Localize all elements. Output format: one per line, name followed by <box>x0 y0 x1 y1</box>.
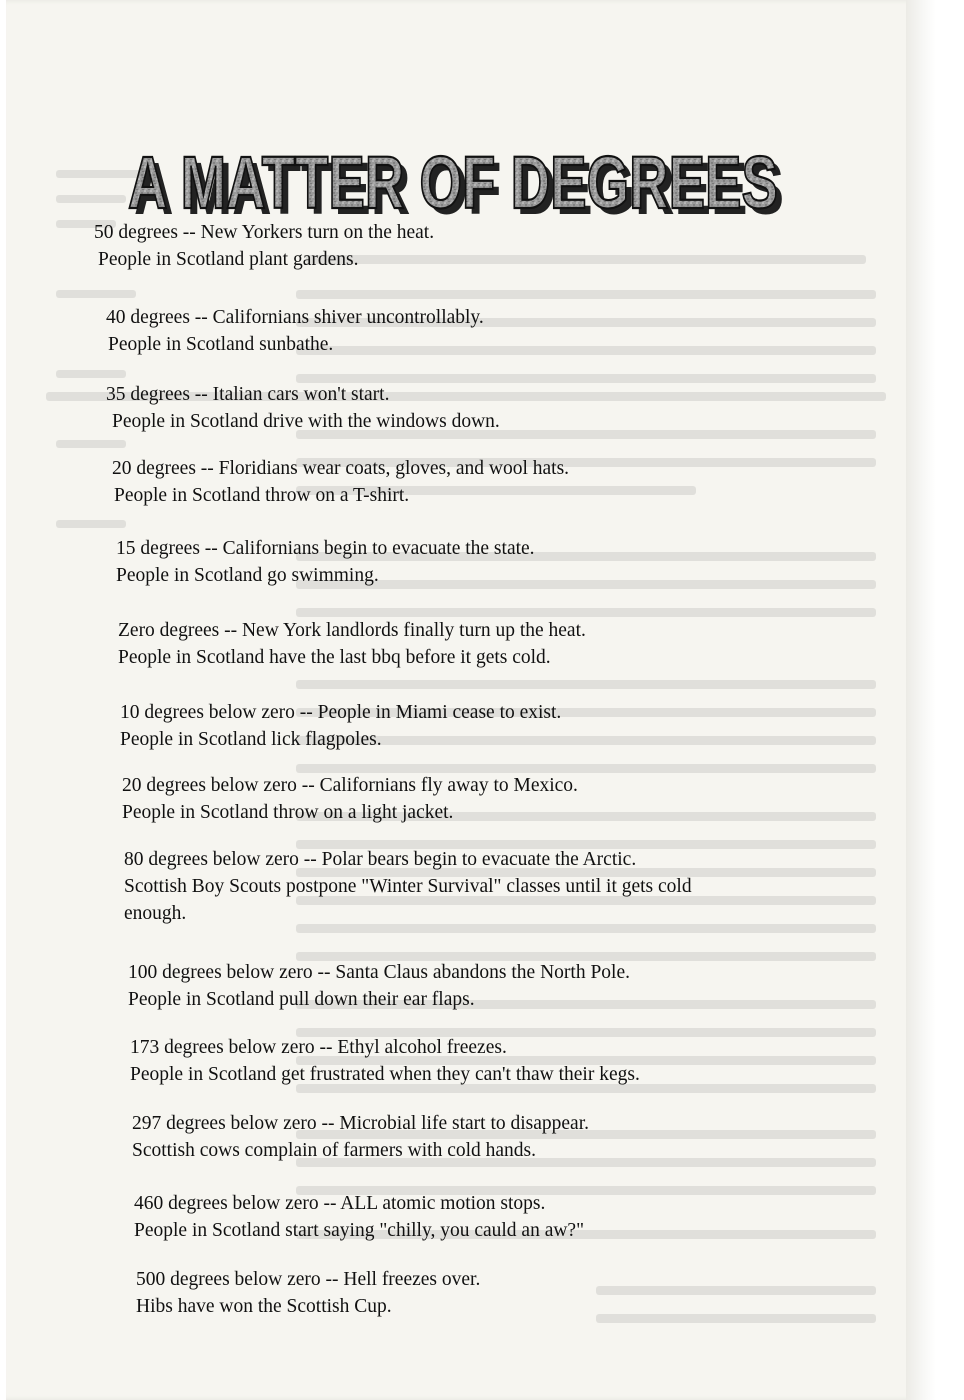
entry-line-2: People in Scotland throw on a light jacket. <box>122 802 454 823</box>
entry-line-1: 50 degrees -- New Yorkers turn on the heat. <box>94 222 435 243</box>
list-item <box>124 846 692 927</box>
entry-line-2: Scottish cows complain of farmers with cold hands. <box>132 1140 537 1161</box>
entry-line-1: 173 degrees below zero -- Ethyl alcohol freezes. <box>130 1037 507 1058</box>
list-item <box>130 1034 640 1088</box>
entry-line-1: 40 degrees -- Californians shiver uncontrollably. <box>106 307 484 328</box>
entry-line-2: People in Scotland pull down their ear flaps. <box>128 989 475 1010</box>
entry-line-3: enough. <box>124 903 187 924</box>
entry-line-1: 297 degrees below zero -- Microbial life start to disappear. <box>132 1113 590 1134</box>
title-svg <box>126 130 826 230</box>
entry-line-2: People in Scotland drive with the windows down. <box>112 411 500 432</box>
entry-line-2: People in Scotland get frustrated when they can't thaw their kegs. <box>130 1064 640 1085</box>
entry-line-2: People in Scotland go swimming. <box>116 565 379 586</box>
list-item <box>128 959 630 1013</box>
entry-line-2: People in Scotland sunbathe. <box>108 334 334 355</box>
list-item <box>94 219 434 273</box>
list-item <box>132 1110 589 1164</box>
list-item <box>116 535 535 589</box>
list-item <box>136 1266 480 1320</box>
entry-line-2: People in Scotland have the last bbq before it gets cold. <box>118 647 551 668</box>
title-shadow: A MATTER OF DEGREES <box>134 147 784 230</box>
list-item <box>120 699 561 753</box>
entry-line-1: 20 degrees below zero -- Californians fly away to Mexico. <box>122 775 578 796</box>
page-title: A MATTER OF DEGREES <box>128 141 778 224</box>
entry-line-1: 100 degrees below zero -- Santa Claus abandons the North Pole. <box>128 962 630 983</box>
entry-line-1: 20 degrees -- Floridians wear coats, gloves, and wool hats. <box>112 458 570 479</box>
paper-page <box>6 0 936 1400</box>
entry-line-2: Hibs have won the Scottish Cup. <box>136 1296 392 1317</box>
entry-line-1: 10 degrees below zero -- People in Miami cease to exist. <box>120 702 562 723</box>
entry-line-1: 15 degrees -- Californians begin to evacuate the state. <box>116 538 535 559</box>
entry-line-2: People in Scotland start saying "chilly, you cauld an aw?" <box>134 1220 585 1241</box>
entry-line-1: 460 degrees below zero -- ALL atomic motion stops. <box>134 1193 546 1214</box>
list-item <box>122 772 578 826</box>
entry-line-2: People in Scotland throw on a T-shirt. <box>114 485 410 506</box>
list-item <box>108 455 569 509</box>
entry-line-1: 500 degrees below zero -- Hell freezes over. <box>136 1269 481 1290</box>
entry-line-1: 80 degrees below zero -- Polar bears begin to evacuate the Arctic. <box>124 849 637 870</box>
title-banner <box>126 130 826 230</box>
entry-line-1: Zero degrees -- New York landlords finally turn up the heat. <box>118 620 586 641</box>
list-item <box>118 617 586 671</box>
entry-line-2: People in Scotland plant gardens. <box>98 249 359 270</box>
list-item <box>134 1190 584 1244</box>
entry-line-2: Scottish Boy Scouts postpone "Winter Survival" classes until it gets cold <box>124 876 692 897</box>
list-item <box>106 304 484 358</box>
entry-line-2: People in Scotland lick flagpoles. <box>120 729 382 750</box>
entry-line-1: 35 degrees -- Italian cars won't start. <box>106 384 390 405</box>
list-item <box>106 381 500 435</box>
